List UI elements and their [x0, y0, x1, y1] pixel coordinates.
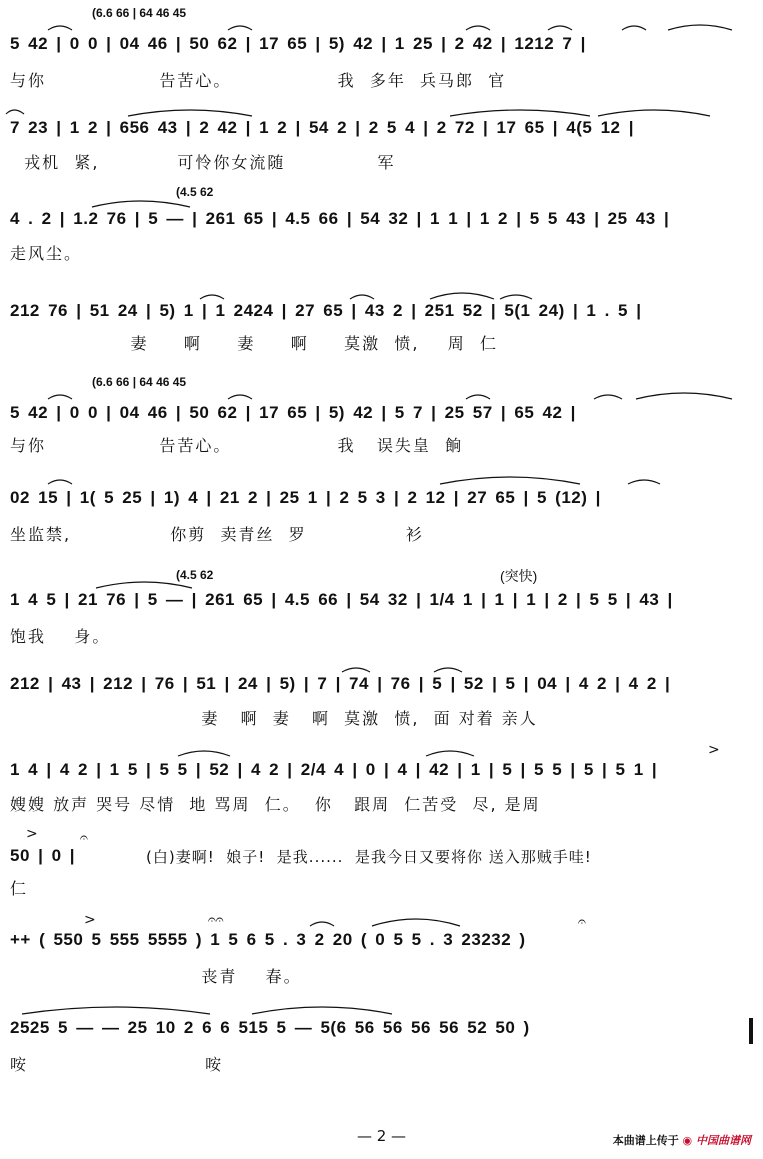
lyric-line: 坐监禁, 你剪 卖青丝 罗 衫: [10, 525, 424, 544]
final-barline: [749, 1018, 753, 1044]
lyric-line: 咹 咹: [10, 1055, 224, 1074]
system-annotation: (4.5 62: [176, 568, 214, 582]
notation-line: ++ ( 550 5 555 5555 ) 1 5 6 5 . 3 2 20 ( 0 5 5 . 3 23232 ): [10, 930, 526, 949]
accent-mark: >: [26, 826, 38, 842]
fermata-mark: 𝄐: [578, 914, 586, 930]
lyric-line: 戎机 紧, 可怜你女流随 军: [10, 153, 396, 172]
lyric-line: 丧青 春。: [10, 967, 302, 986]
notation-line: 50 | 0 |: [10, 846, 76, 865]
lyric-line: 走风尘。: [10, 244, 83, 263]
credit-text: 本曲谱上传于: [612, 1134, 679, 1147]
lyric-line: 妻 啊 妻 啊 莫激 愤, 面 对着 亲人: [10, 709, 538, 728]
lyric-line: 与你 告苦心。 我 误失皇 餉: [10, 436, 464, 455]
spoken-line: (白)妻啊! 娘子! 是我...... 是我今日又要将你 送入那贼手哇!: [146, 848, 592, 866]
lyric-line: 与你 告苦心。 我 多年 兵马郎 官: [10, 71, 507, 90]
notation-line: 2525 5 — — 25 10 2 6 6 515 5 — 5(6 56 56 56 56 52 50 ): [10, 1018, 530, 1037]
notation-line: 5 42 | 0 0 | 04 46 | 50 62 | 17 65 | 5) 42 | 5 7 | 25 57 | 65 42 |: [10, 403, 576, 422]
lyric-line: 嫂嫂 放声 哭号 尽情 地 骂周 仁。 你 跟周 仁苦受 尽, 是周: [10, 795, 541, 814]
notation-line: 5 42 | 0 0 | 04 46 | 50 62 | 17 65 | 5) 42 | 1 25 | 2 42 | 1212 7 |: [10, 34, 586, 53]
notation-line: 7 23 | 1 2 | 656 43 | 2 42 | 1 2 | 54 2 | 2 5 4 | 2 72 | 17 65 | 4(5 12 |: [10, 118, 634, 137]
lyric-line: 饱我 身。: [10, 627, 111, 646]
notation-line: 1 4 | 4 2 | 1 5 | 5 5 | 52 | 4 2 | 2/4 4 | 0 | 4 | 42 | 1 | 5 | 5 5 | 5 | 5 1 |: [10, 760, 658, 779]
notation-line: 02 15 | 1( 5 25 | 1) 4 | 21 2 | 25 1 | 2 5 3 | 2 12 | 27 65 | 5 (12) |: [10, 488, 601, 507]
system-annotation: (4.5 62: [176, 185, 214, 199]
tempo-annotation: (突快): [500, 568, 538, 584]
notation-line: 1 4 5 | 21 76 | 5 — | 261 65 | 4.5 66 | 54 32 | 1/4 1 | 1 | 1 | 2 | 5 5 | 43 |: [10, 590, 673, 609]
site-logo-text: 中国曲谱网: [696, 1134, 751, 1147]
notation-line: 212 | 43 | 212 | 76 | 51 | 24 | 5) | 7 | 74 | 76 | 5 | 52 | 5 | 04 | 4 2 | 4 2 |: [10, 674, 671, 693]
lyric-line: 妻 啊 妻 啊 莫激 愤, 周 仁: [10, 334, 498, 353]
notation-line: 4 . 2 | 1.2 76 | 5 — | 261 65 | 4.5 66 | 54 32 | 1 1 | 1 2 | 5 5 43 | 25 43 |: [10, 209, 670, 228]
notation-line: 212 76 | 51 24 | 5) 1 | 1 2424 | 27 65 | 43 2 | 251 52 | 5(1 24) | 1 . 5 |: [10, 301, 642, 320]
lyric-line: 仁: [10, 879, 29, 898]
system-annotation: (6.6 66 | 64 46 45: [92, 6, 187, 20]
system-annotation: (6.6 66 | 64 46 45: [92, 375, 187, 389]
page-number: — 2 —: [356, 1127, 407, 1145]
fermata-mark: 𝄐𝄐: [208, 912, 224, 928]
upload-credit: [613, 1132, 751, 1148]
accent-mark: >: [84, 912, 96, 928]
site-logo-icon: ◉: [682, 1134, 693, 1147]
accent-mark: >: [708, 742, 720, 758]
fermata-mark: 𝄐: [80, 830, 88, 846]
